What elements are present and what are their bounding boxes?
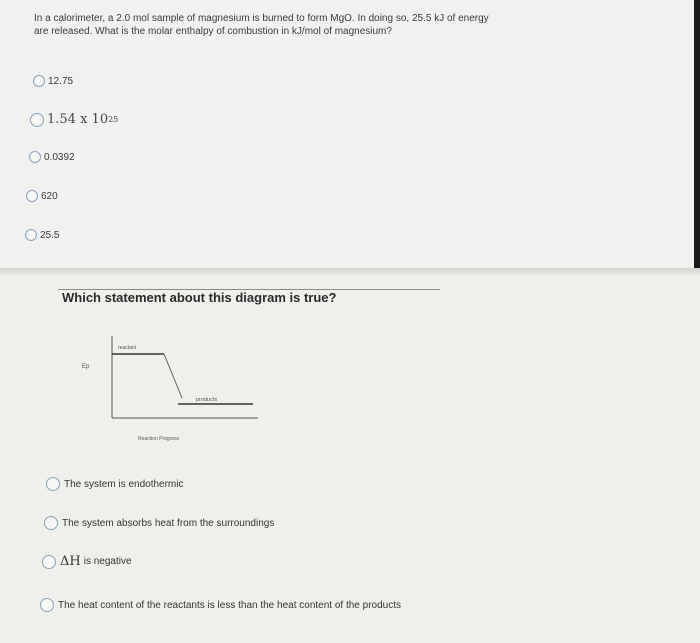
energy-drop-curve [164, 354, 182, 398]
radio-button[interactable] [44, 516, 58, 530]
radio-button[interactable] [26, 190, 38, 202]
option-label: The heat content of the reactants is less than the heat content of the products [58, 599, 401, 611]
option-label: 25.5 [40, 229, 60, 241]
q1-option-1[interactable] [33, 75, 73, 87]
option-exponent: 25 [108, 115, 119, 124]
option-label: 620 [41, 190, 58, 202]
q2-option-2[interactable] [44, 516, 274, 530]
screen-edge [694, 0, 700, 268]
radio-button[interactable] [30, 113, 44, 127]
q2-option-4[interactable] [40, 598, 401, 612]
q1-option-3[interactable] [29, 151, 75, 163]
x-axis-label: Reaction Progress [138, 436, 180, 442]
question-1-panel [0, 0, 700, 268]
y-axis-label: Ep [82, 364, 90, 370]
option-label: The system absorbs heat from the surroundings [62, 517, 275, 529]
question-2-text: Which statement about this diagram is true? [62, 290, 337, 305]
option-label: 1.54 x 10 [47, 112, 109, 127]
delta-h-symbol: ΔH [60, 554, 81, 569]
q1-option-2[interactable] [30, 112, 118, 127]
option-label: 0.0392 [44, 151, 75, 163]
q1-option-5[interactable] [25, 229, 59, 241]
reactant-label: reactant [118, 345, 137, 351]
option-label: 12.75 [48, 75, 74, 87]
q2-option-3[interactable] [42, 554, 132, 569]
radio-button[interactable] [46, 477, 60, 491]
q1-option-4[interactable] [26, 190, 58, 202]
option-label: is negative [83, 556, 132, 567]
panel-divider [0, 268, 700, 276]
products-label: products [196, 397, 218, 403]
radio-button[interactable] [29, 151, 41, 163]
question-1-text: In a calorimeter, a 2.0 mol sample of magnesium is burned to form MgO. In doing so, 25.5 kJ of energy are released. What is the molar enthalpy of combustion in kJ/mol of magnesium? [34, 13, 489, 37]
energy-diagram [78, 328, 268, 448]
q2-option-1[interactable] [46, 477, 184, 491]
radio-button[interactable] [42, 555, 56, 569]
radio-button[interactable] [33, 75, 45, 87]
radio-button[interactable] [40, 598, 54, 612]
option-label: The system is endothermic [64, 478, 184, 490]
radio-button[interactable] [25, 229, 37, 241]
